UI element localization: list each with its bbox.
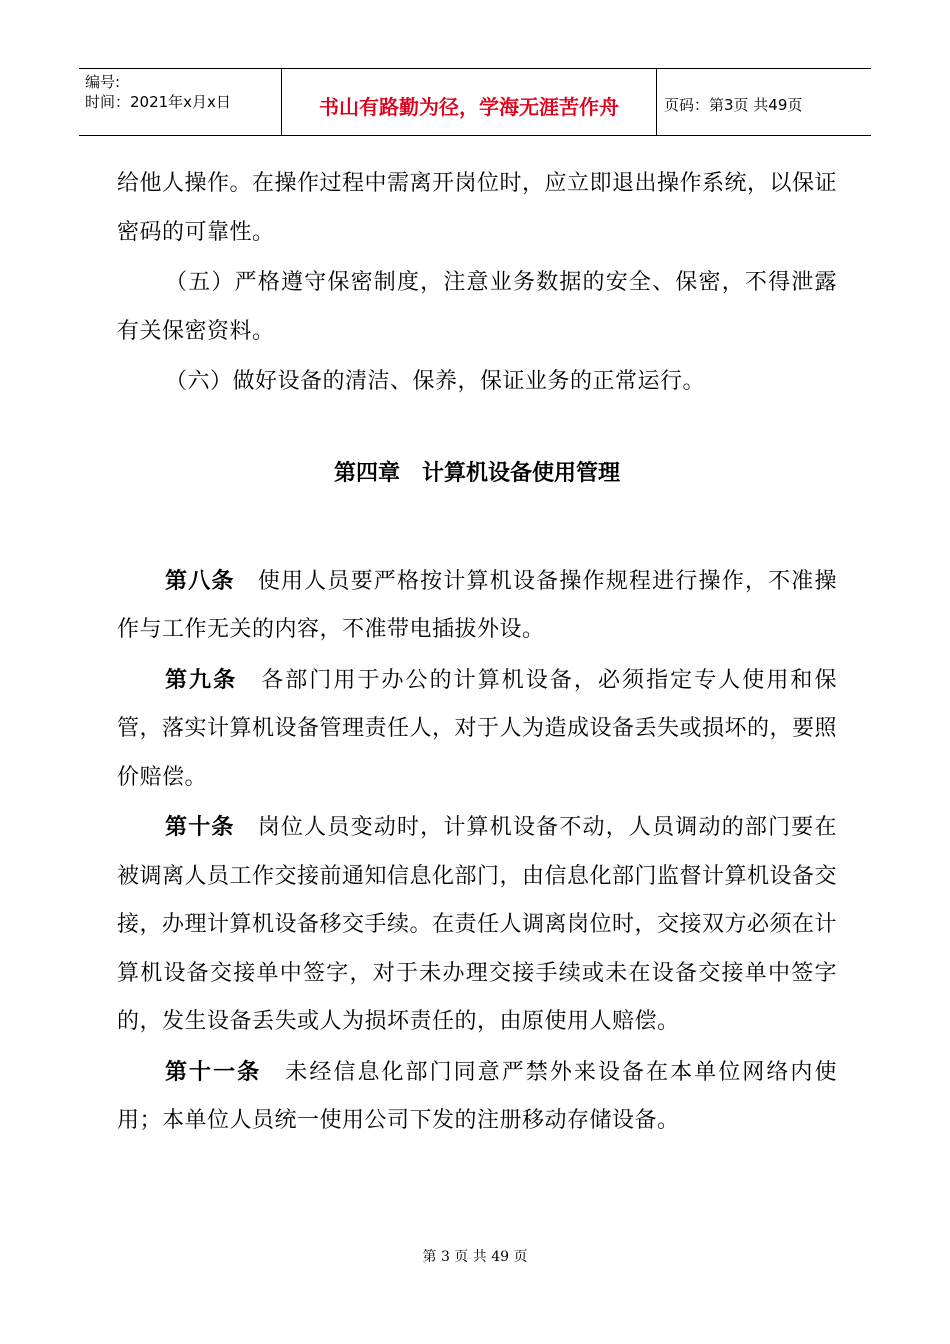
article-8: [117, 558, 837, 655]
article-label: 第十一条: [165, 1059, 262, 1085]
article-text: 各部门用于办公的计算机设备，必须指定专人使用和保管，落实计算机设备管理责任人，对于人为造成设备丢失或损坏的，要照价赔偿。: [117, 667, 838, 790]
article-label: 第八条: [165, 568, 235, 594]
article-11: [117, 1049, 837, 1146]
document-date: 时间：2021年x月x日: [85, 93, 231, 111]
header-page-info: 页码：第3页 共49页: [664, 95, 803, 114]
article-10: [117, 804, 837, 1047]
paragraph: 给他人操作。在操作过程中需离开岗位时，应立即退出操作系统，以保证密码的可靠性。: [117, 171, 838, 245]
article-text: 使用人员要严格按计算机设备操作规程进行操作，不准操作与工作无关的内容，不准带电插拔外设。: [117, 568, 837, 642]
chapter-title: 第四章 计算机设备使用管理: [333, 460, 620, 486]
article-text: 未经信息化部门同意严禁外来设备在本单位网络内使用；本单位人员统一使用公司下发的注册移动存储设备。: [117, 1059, 837, 1133]
header-motto: 书山有路勤为径，学海无涯苦作舟: [282, 69, 657, 135]
document-number-label: 编号:: [85, 73, 121, 91]
paragraph: （六）做好设备的清洁、保养，保证业务的正常运行。: [165, 369, 706, 394]
page-header: [79, 68, 871, 136]
article-9: [117, 657, 837, 803]
document-body: [117, 160, 837, 1146]
article-text: 岗位人员变动时，计算机设备不动，人员调动的部门要在被调离人员工作交接前通知信息化部门，由信息化部门监督计算机设备交接，办理计算机设备移交手续。在责任人调离岗位时，交接双方必须在计算机设备交接单中签字，对于未办理交接手续或未在设备交接单中签字的，发生设备丢失或人为损坏责任的，由原使用人赔偿。: [117, 815, 838, 1034]
page-footer: 第 3 页 共 49 页: [422, 1249, 528, 1265]
article-label: 第九条: [165, 667, 238, 693]
header-meta: [79, 69, 282, 135]
article-label: 第十条: [165, 815, 235, 840]
paragraph: （五）严格遵守保密制度，注意业务数据的安全、保密，不得泄露有关保密资料。: [117, 270, 837, 344]
